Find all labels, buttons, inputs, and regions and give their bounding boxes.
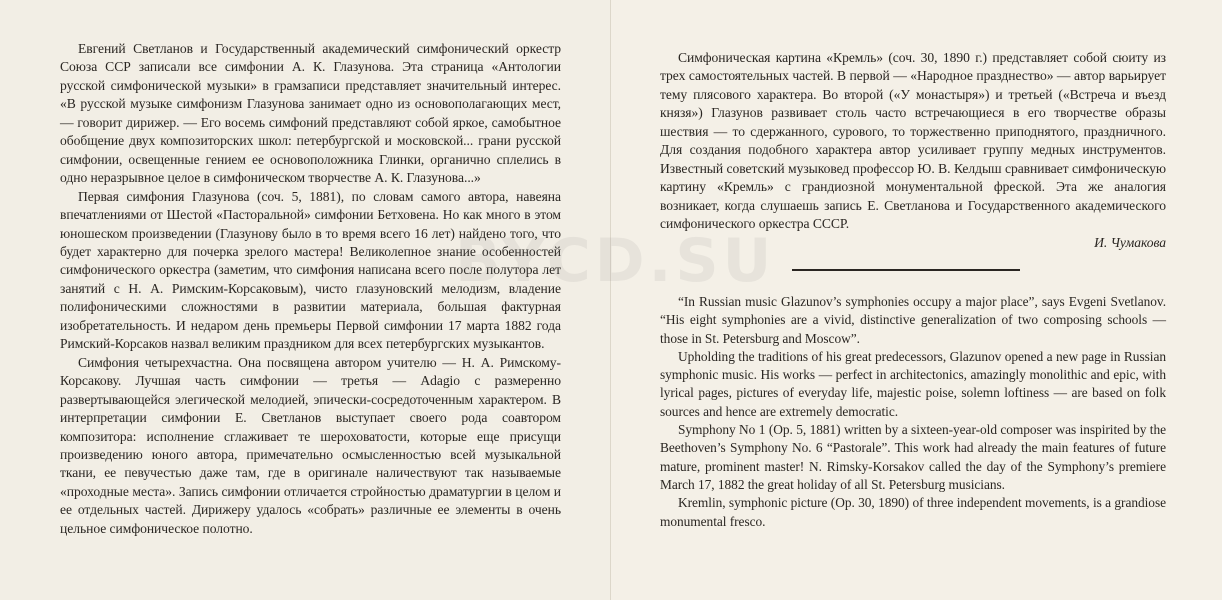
left-paragraph-3: Симфония четырехчастна. Она посвящена автором учителю — Н. А. Римскому-Корсакову. Лучшая часть симфонии — третья — Adagio с размеренно развертывающейся элегической мелодией, эпически-сосредоточенным характером. В интерпретации симфонии Е. Светланов выступает своего рода соавтором композитора: исполнение сглаживает те шероховатости, которые еще присущи произведению юного автора, примечательно осмысленностью всей музыкальной ткани, ее певучестью даже там, где в оригинале наличествуют так называемые «проходные места». Запись симфонии отличается стройностью драматургии в целом и ее отдельных частей. Дирижеру удалось «собрать» различные ее элементы в очень цельное симфоническое полотно.	[60, 354, 561, 536]
left-paragraph-1: Евгений Светланов и Государственный академический симфонический оркестр Союза ССР записали все симфонии А. К. Глазунова. Эта страница «Антологии русской симфонической музыки» в грамзаписи представляет значительный интерес. «В русской музыке симфонизм Глазунова занимает одно из основополагающих мест, — говорит дирижер. — Его восемь симфоний представляют собой яркое, самобытное обобщение двух композиторских школ: петербургской и московской... грани русской симфонии, освещенные гением ее основоположника Глинки, органично сплелись в одно неразрывное целое в симфоническом творчестве А. К. Глазунова...»	[60, 41, 561, 186]
author-signature: И. Чумакова	[1094, 234, 1166, 250]
english-paragraph-4: Kremlin, symphonic picture (Op. 30, 1890) of three independent movements, is a grandiose monumental fresco.	[660, 495, 1166, 529]
section-divider-line	[792, 269, 1020, 271]
english-paragraph-3: Symphony No 1 (Op. 5, 1881) written by a sixteen-year-old composer was inspirited by the Beethoven’s Symphony No. 6 “Pastorale”. This work had already the main features of future mature, prominent master! N. Rimsky-Korsakov called the day of the Symphony’s premiere March 17, 1882 the great holiday of all St. Petersburg musicians.	[660, 422, 1166, 492]
right-russian-paragraph-1: Симфоническая картина «Кремль» (соч. 30, 1890 г.) представляет собой сюиту из трех самостоятельных частей. В первой — «Народное празднество» — автор варьирует тему плясового характера. Во второй («У монастыря») и третьей («Встреча и въезд князя») Глазунов развивает столь часто встречающиеся в его творчестве образы шествия — то сдержанного, сурового, то торжественно приподнятого, праздничного. Для создания подобного характера автор усиливает группу медных инструментов. Известный советский музыковед профессор Ю. В. Келдыш сравнивает симфоническую картину «Кремль» с грандиозной монументальной фреской. Эта же аналогия возникает, когда слушаешь запись Е. Светланова и Государственного академического симфонического оркестра СССР.	[660, 50, 1166, 232]
right-page-russian-text	[660, 49, 1166, 252]
left-page-text	[60, 40, 561, 538]
english-paragraph-1: “In Russian music Glazunov’s symphonies occupy a major place”, says Evgeni Svetlanov. “His eight symphonies are a vivid, distinctive generalization of two composing schools — those in St. Petersburg and Moscow”.	[660, 294, 1166, 346]
right-page	[611, 0, 1222, 600]
english-paragraph-2: Upholding the traditions of his great predecessors, Glazunov opened a new page in Russian symphonic music. His works — perfect in architectonics, amazingly monolithic and epic, with lyrical pages, pictures of everyday life, majestic poise, solemn loftiness — are based on folk sources and hence are extremely democratic.	[660, 348, 1166, 419]
right-page-english-text	[660, 293, 1166, 531]
left-paragraph-2: Первая симфония Глазунова (соч. 5, 1881), по словам самого автора, навеяна впечатлениями от Шестой «Пасторальной» симфонии Бетховена. Но как много в этом юношеском произведении (Глазунову было в то время всего 16 лет) найдено того, что будет характерно для почерка зрелого мастера! Великолепное знание особенностей симфонического оркестра (заметим, что симфония написана всего после полутора лет занятий с Н. А. Римским-Корсаковым), чисто глазуновский мелодизм, владение полифоническими сложностями в развитии материала, большая фактурная изобретательность. И недаром день премьеры Первой симфонии 17 марта 1882 года Римский-Корсаков назвал великим праздником для всех петербургских музыкантов.	[60, 188, 561, 352]
